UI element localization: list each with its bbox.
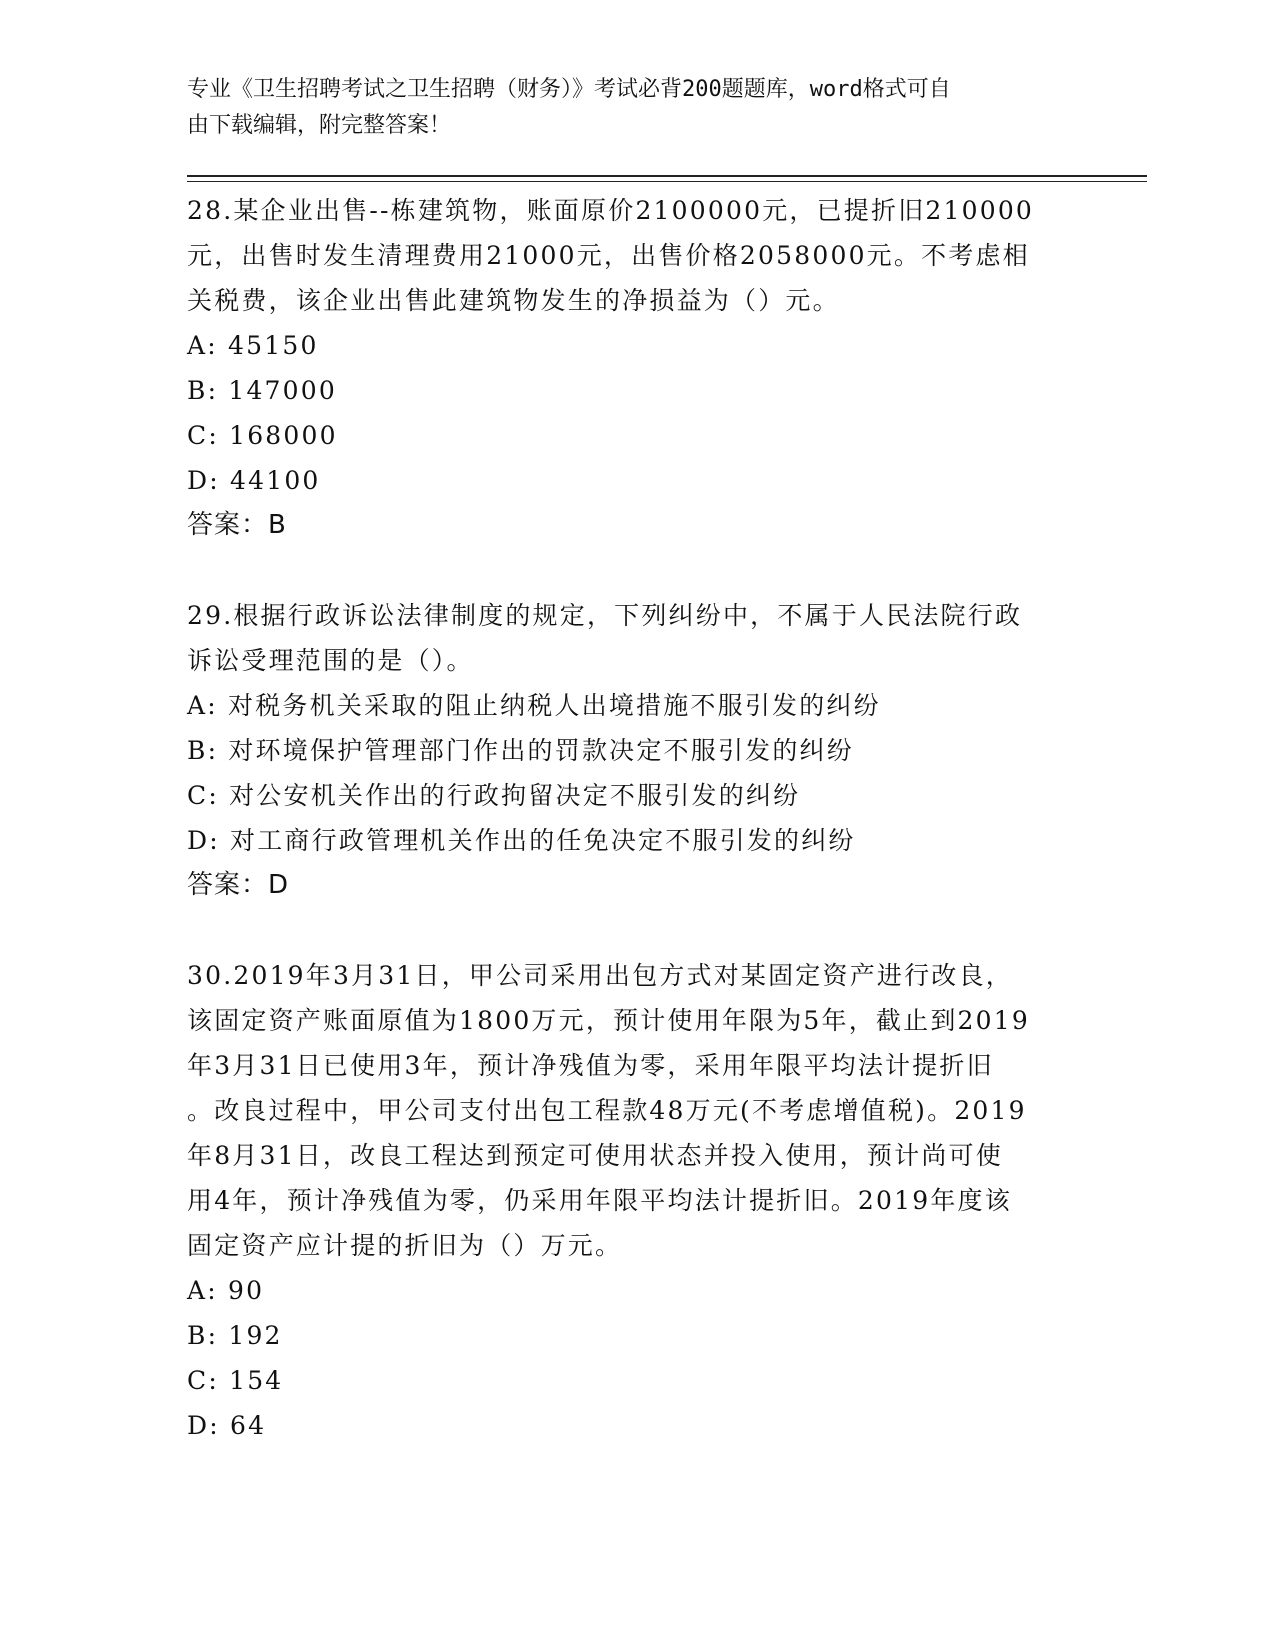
question-list xyxy=(187,188,1077,1448)
question-line: 诉讼受理范围的是（）。 xyxy=(187,646,474,675)
option-c: C: 对公安机关作出的行政拘留决定不服引发的纠纷 xyxy=(187,781,801,810)
question-30 xyxy=(187,953,1077,1448)
header-divider-thin xyxy=(187,181,1147,182)
option-a: A: 对税务机关采取的阻止纳税人出境措施不服引发的纠纷 xyxy=(187,691,881,720)
question-line: 用4年，预计净残值为零，仍采用年限平均法计提折旧。2019年度该 xyxy=(187,1186,1012,1215)
question-line: 30.2019年3月31日，甲公司采用出包方式对某固定资产进行改良， xyxy=(187,961,1013,990)
question-line: 29.根据行政诉讼法律制度的规定，下列纠纷中，不属于人民法院行政 xyxy=(187,601,1023,630)
option-c: C: 154 xyxy=(187,1366,284,1395)
option-d: D: 对工商行政管理机关作出的任免决定不服引发的纠纷 xyxy=(187,826,856,855)
question-28 xyxy=(187,188,1077,548)
question-line: 固定资产应计提的折旧为（）万元。 xyxy=(187,1231,623,1260)
option-d: D: 64 xyxy=(187,1411,267,1440)
question-text xyxy=(187,188,1077,323)
option-b: B: 对环境保护管理部门作出的罚款决定不服引发的纠纷 xyxy=(187,736,854,765)
header-line: 由下载编辑，附完整答案！ xyxy=(187,113,452,138)
question-line: 该固定资产账面原值为1800万元，预计使用年限为5年，截止到2019 xyxy=(187,1006,1030,1035)
header-line: 专业《卫生招聘考试之卫生招聘（财务）》考试必背200题题库，word格式可自 xyxy=(187,77,951,102)
option-d: D: 44100 xyxy=(187,466,321,495)
question-line: 。改良过程中，甲公司支付出包工程款48万元(不考虑增值税)。2019 xyxy=(187,1096,1027,1125)
option-a: A: 45150 xyxy=(187,331,319,360)
spacer xyxy=(187,548,1077,593)
option-c: C: 168000 xyxy=(187,421,338,450)
question-text xyxy=(187,593,1077,683)
document-header xyxy=(187,72,1057,144)
question-line: 28.某企业出售--栋建筑物，账面原价2100000元，已提折旧210000 xyxy=(187,196,1035,225)
header-divider-thick xyxy=(187,175,1147,177)
answer-label: 答案：D xyxy=(187,870,290,900)
question-line: 年8月31日，改良工程达到预定可使用状态并投入使用，预计尚可使 xyxy=(187,1141,1003,1170)
answer-label: 答案：B xyxy=(187,510,287,540)
option-b: B: 192 xyxy=(187,1321,283,1350)
question-line: 元，出售时发生清理费用21000元，出售价格2058000元。不考虑相 xyxy=(187,241,1030,270)
question-29 xyxy=(187,593,1077,908)
question-line: 年3月31日已使用3年，预计净残值为零，采用年限平均法计提折旧 xyxy=(187,1051,994,1080)
option-b: B: 147000 xyxy=(187,376,337,405)
option-a: A: 90 xyxy=(187,1276,265,1305)
spacer xyxy=(187,908,1077,953)
question-text xyxy=(187,953,1077,1268)
question-line: 关税费，该企业出售此建筑物发生的净损益为（）元。 xyxy=(187,286,840,315)
